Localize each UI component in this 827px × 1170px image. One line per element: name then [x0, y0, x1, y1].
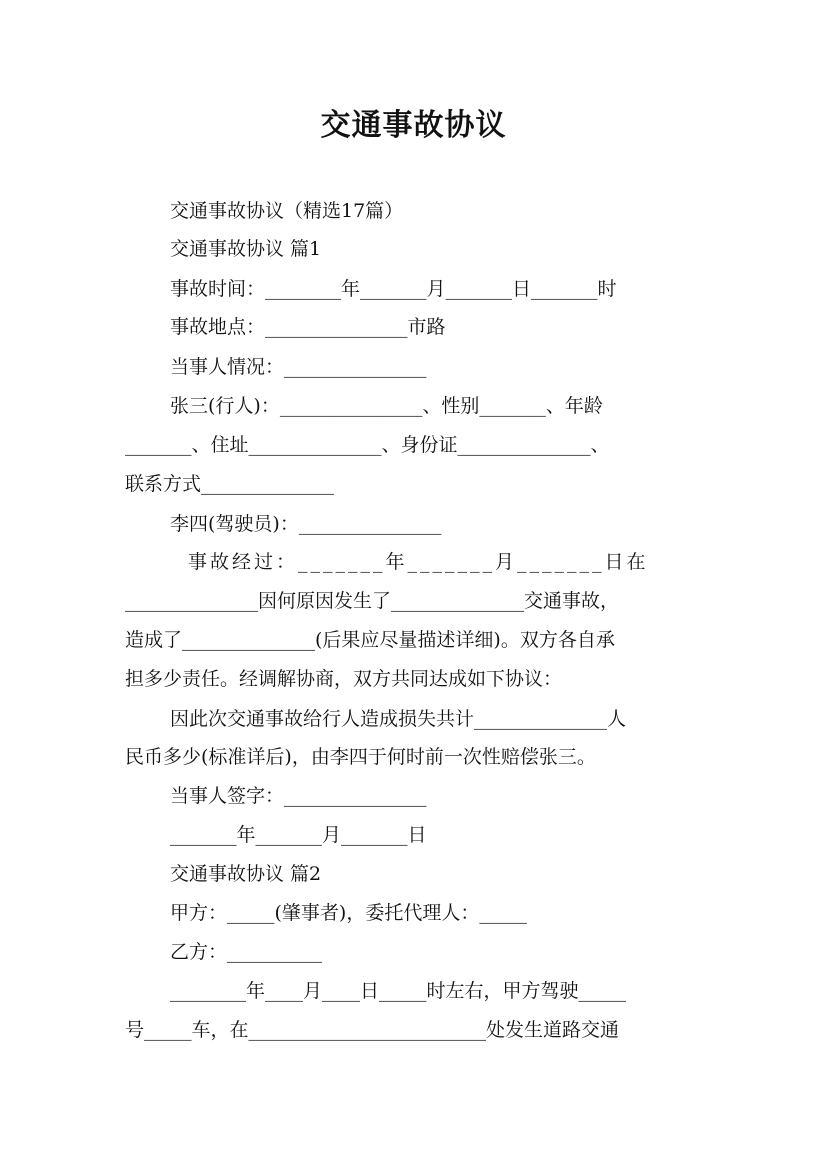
accident-location-line: 事故地点：_______________市路 — [170, 316, 446, 338]
consequence-line: 造成了______________(后果应尽量描述详细)。双方各自承 — [125, 629, 615, 651]
accident-time-line: 事故时间：________年_______月_______日_______时 — [170, 278, 617, 300]
signature-line: 当事人签字：_______________ — [170, 785, 427, 807]
incident-time-line: ________年____月____日_____时左右，甲方驾驶_____ — [170, 980, 627, 1002]
parties-line: 当事人情况：_______________ — [170, 356, 427, 378]
party-jia-line: 甲方：_____(肇事者)，委托代理人：_____ — [170, 902, 527, 924]
accident-process-line: 事故经过：_______年_______月_______日在 — [188, 551, 649, 573]
section-heading-1: 交通事故协议 篇1 — [170, 238, 322, 260]
party-b-line: 李四(驾驶员)：_______________ — [170, 513, 442, 535]
party-a-contact-line: 联系方式______________ — [125, 473, 335, 495]
doc-subtitle: 交通事故协议（精选17篇） — [170, 200, 404, 222]
party-yi-line: 乙方：__________ — [170, 941, 323, 963]
compensation-line: 因此次交通事故给行人造成损失共计______________人 — [170, 708, 627, 730]
party-a-line: 张三(行人)：_______________、性别_______、年龄 — [170, 395, 603, 417]
accident-cause-line: ______________因何原因发生了______________交通事故， — [125, 590, 620, 612]
incident-place-line: 号_____车，在_________________________处发生道路交通 — [125, 1019, 620, 1041]
compensation-detail-line: 民币多少(标准详后)，由李四于何时前一次性赔偿张三。 — [125, 746, 596, 768]
document-title: 交通事故协议 — [320, 108, 507, 143]
signature-date-line: _______年_______月_______日 — [170, 824, 427, 846]
section-heading-2: 交通事故协议 篇2 — [170, 863, 322, 885]
responsibility-line: 担多少责任。经调解协商，双方共同达成如下协议： — [125, 668, 563, 690]
party-a-details-line: _______、住址______________、身份证______________、 — [125, 434, 610, 456]
